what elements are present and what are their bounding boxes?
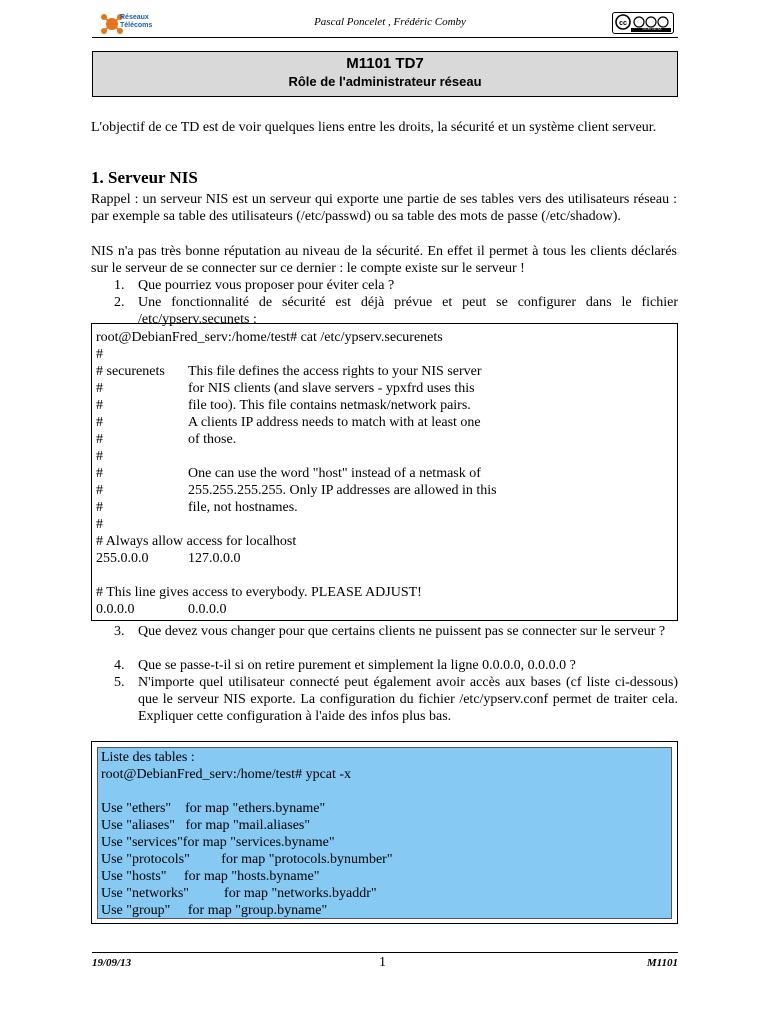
list-item-number: 3. <box>114 624 125 639</box>
code-line: # for NIS clients (and slave servers - ypxfrd uses this <box>96 381 475 396</box>
code-line: # file too). This file contains netmask/network pairs. <box>96 398 471 413</box>
code-line: # of those. <box>96 432 237 447</box>
list-item <box>114 277 678 294</box>
code-line: 0.0.0.0 0.0.0.0 <box>96 602 227 617</box>
code-line: # <box>96 517 103 532</box>
logo <box>100 12 170 36</box>
list-item <box>114 623 678 640</box>
code-line: Use "hosts" for map "hosts.byname" <box>101 869 320 884</box>
license-label: CC BY NC SA <box>642 27 662 31</box>
svg-text:cc: cc <box>619 20 627 27</box>
header-authors: Pascal Poncelet , Frédéric Comby <box>314 16 466 28</box>
code-line: root@DebianFred_serv:/home/test# cat /etc/ypserv.securenets <box>96 330 443 345</box>
footer-divider <box>92 952 678 953</box>
section-heading: 1. Serveur NIS <box>91 168 198 187</box>
header-divider <box>92 37 678 38</box>
page-title: M1101 TD7 <box>346 55 424 72</box>
code-line: Use "networks" for map "networks.byaddr" <box>101 886 377 901</box>
list-item-text: Que devez vous changer pour que certains clients ne puissent pas se connecter sur le serveur ? <box>138 624 666 639</box>
nis-paragraph: NIS n'a pas très bonne réputation au niveau de la sécurité. En effet il permet à tous les clients déclarés sur le serveur de se connecter sur ce dernier : le compte existe sur le serveur ! <box>91 244 677 276</box>
list-item-number: 5. <box>114 675 125 690</box>
ypcat-code-box <box>91 741 678 924</box>
footer-course: M1101 <box>646 957 678 969</box>
code-line: 255.0.0.0 127.0.0.0 <box>96 551 241 566</box>
list-item-text: Que se passe-t-il si on retire purement et simplement la ligne 0.0.0.0, 0.0.0.0 ? <box>138 658 576 673</box>
list-item-number: 1. <box>114 278 125 293</box>
rappel-paragraph: Rappel : un serveur NIS est un serveur qui exporte une partie de ses tables vers des utilisateurs réseau : par exemple sa table des utilisateurs (/etc/passwd) ou sa table des mots de passe (/etc/shadow). <box>91 192 677 224</box>
code-line: # securenets This file defines the access rights to your NIS server <box>96 364 482 379</box>
list-item-text: Une fonctionnalité de sécurité est déjà prévue et peut se configurer dans le fichier /etc/ypserv.secunets : <box>138 295 678 327</box>
code-line: # <box>96 347 103 362</box>
title-box <box>92 51 678 97</box>
code-line: # file, not hostnames. <box>96 500 298 515</box>
license-badge <box>612 12 674 34</box>
code-line: # A clients IP address needs to match with at least one <box>96 415 481 430</box>
code-line: Liste des tables : <box>101 750 195 765</box>
list-item <box>114 674 678 725</box>
code-line: # 255.255.255.255. Only IP addresses are allowed in this <box>96 483 497 498</box>
list-item <box>114 657 678 674</box>
intro-paragraph: L'objectif de ce TD est de voir quelques liens entre les droits, la sécurité et un système client serveur. <box>91 120 657 135</box>
code-line: Use "protocols" for map "protocols.bynumber" <box>101 852 393 867</box>
securenets-code-box <box>91 323 678 621</box>
list-item-number: 2. <box>114 295 125 310</box>
list-item-text: Que pourriez vous proposer pour éviter cela ? <box>138 278 395 293</box>
code-line: Use "group" for map "group.byname" <box>101 903 328 918</box>
list-item-number: 4. <box>114 658 125 673</box>
code-line: Use "services"for map "services.byname" <box>101 835 335 850</box>
list-item-text: N'importe quel utilisateur connecté peut également avoir accès aux bases (cf liste ci-dessous) que le serveur NIS exporte. La configuration du fichier /etc/ypserv.conf permet de traiter cela. Expliquer cette configuration à l'aide des infos plus bas. <box>138 675 678 724</box>
code-line: # Always allow access for localhost <box>96 534 297 549</box>
code-line: # <box>96 449 103 464</box>
page-number: 1 <box>379 955 386 970</box>
code-line: Use "aliases" for map "mail.aliases" <box>101 818 311 833</box>
code-line: # One can use the word "host" instead of a netmask of <box>96 466 481 481</box>
code-line: # This line gives access to everybody. PLEASE ADJUST! <box>96 585 422 600</box>
code-line: root@DebianFred_serv:/home/test# ypcat -x <box>101 767 352 782</box>
footer-date: 19/09/13 <box>92 957 132 969</box>
ypcat-highlight <box>97 747 672 919</box>
page-subtitle: Rôle de l'administrateur réseau <box>288 74 482 89</box>
code-line: Use "ethers" for map "ethers.byname" <box>101 801 326 816</box>
logo-text: Réseaux Télécoms <box>120 14 153 29</box>
